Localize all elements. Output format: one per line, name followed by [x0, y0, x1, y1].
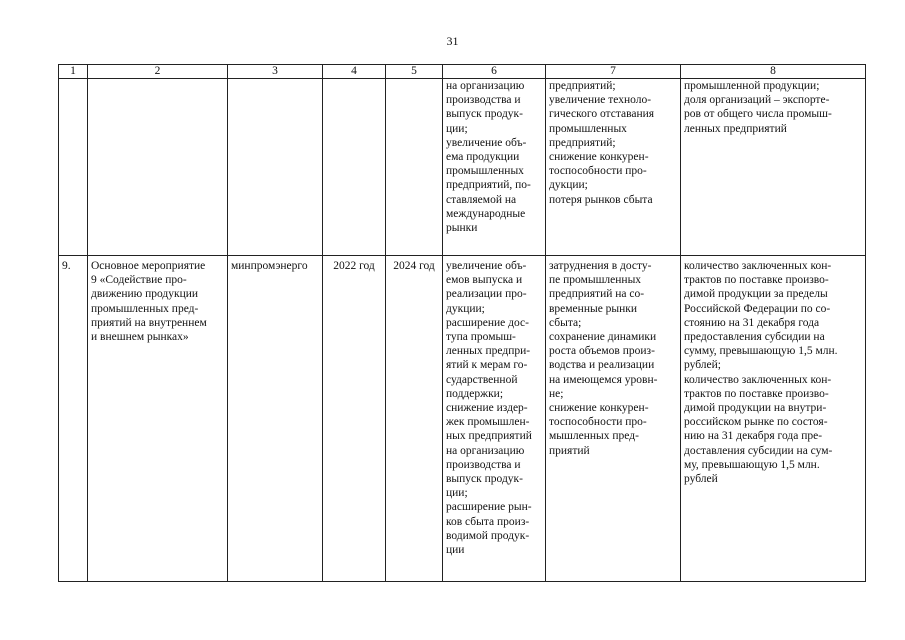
header-cell-7: 7: [546, 65, 681, 79]
text-line: водимой продук-: [446, 529, 530, 542]
text-line: снижение издер-: [446, 402, 528, 415]
text-line: количество заключенных кон-: [684, 373, 832, 386]
text-line: количество заключенных кон-: [684, 260, 832, 272]
end-year: 2024 год: [386, 256, 443, 582]
text-line: гического отставания: [549, 108, 655, 121]
text-line: международные: [446, 207, 526, 220]
text-line: ленных предприятий: [684, 122, 787, 135]
text-line: на имеющемся уровн-: [549, 373, 658, 386]
text-line: ятий к мерам го-: [446, 359, 528, 372]
text-line: тоспособности про-: [549, 165, 647, 178]
text-line: димой продукции за пределы: [684, 288, 828, 301]
text-line: предприятий на со-: [549, 288, 645, 301]
text-line: не;: [549, 387, 564, 400]
cell-risks: [546, 256, 681, 582]
cell-empty: [88, 79, 228, 256]
text-line: и внешнем рынках»: [91, 331, 189, 344]
text-line: предприятий;: [549, 136, 616, 149]
text-line: движению продукции: [91, 288, 199, 301]
text-line: пе промышленных: [549, 274, 642, 287]
text-line: Основное мероприятие: [91, 260, 206, 272]
header-cell-8: 8: [681, 65, 866, 79]
text-line: снижение конкурен-: [549, 151, 649, 164]
cell-empty: [228, 79, 323, 256]
text-line: ции;: [446, 487, 468, 500]
text-line: выпуск продук-: [446, 108, 523, 121]
text-line: нию на 31 декабря года пре-: [684, 430, 823, 443]
text-line: ставляемой на: [446, 193, 517, 206]
cell-risks: [546, 79, 681, 256]
text-line: тупа промыш-: [446, 331, 516, 344]
text-line: на организацию: [446, 444, 525, 457]
measures-table: [58, 64, 866, 582]
header-cell-6: 6: [443, 65, 546, 79]
text-line: расширение рын-: [446, 501, 532, 514]
text-line: доля организаций – экспортe-: [684, 94, 830, 107]
text-line: промышленных пред-: [91, 302, 199, 315]
text-line: доставления субсидии на сум-: [684, 444, 833, 457]
measure-title: [88, 256, 228, 582]
header-cell-3: 3: [228, 65, 323, 79]
text-line: емов выпуска и: [446, 274, 523, 287]
text-line: сумму, превышающую 1,5 млн.: [684, 345, 838, 358]
text-line: временные рынки: [549, 302, 638, 315]
text-line: промышленной продукции;: [684, 80, 820, 92]
cell-results: [443, 256, 546, 582]
text-line: выпуск продук-: [446, 473, 523, 486]
text-line: дукции;: [446, 302, 485, 315]
text-line: тоспособности про-: [549, 416, 647, 429]
text-line: на организацию: [446, 80, 525, 92]
text-line: дукции;: [549, 179, 588, 192]
text-line: димой продукции на внутри-: [684, 402, 827, 415]
text-line: ции: [446, 544, 465, 557]
text-line: ных предприятий: [446, 430, 532, 443]
cell-indicators: [681, 256, 866, 582]
header-cell-4: 4: [323, 65, 386, 79]
text-line: предоставления субсидии на: [684, 331, 825, 344]
page-number: 31: [446, 34, 459, 48]
text-line: производства и: [446, 94, 521, 107]
cell-results: [443, 79, 546, 256]
header-row: [59, 65, 866, 79]
table-row-9: [59, 256, 866, 582]
text-line: рублей: [684, 473, 718, 486]
text-line: приятий: [549, 444, 590, 457]
cell-empty: [323, 79, 386, 256]
text-line: му, превышающую 1,5 млн.: [684, 458, 820, 471]
text-line: российском рынке по состоя-: [684, 416, 828, 429]
cell-empty: [59, 79, 88, 256]
table-row-continued: [59, 79, 866, 256]
text-line: трактов по поставке произво-: [684, 387, 829, 400]
text-line: приятий на внутреннем: [91, 316, 207, 329]
text-line: сохранение динамики: [549, 331, 657, 344]
start-year: 2022 год: [323, 256, 386, 582]
text-line: ров от общего числа промыш-: [684, 108, 832, 121]
text-line: рынки: [446, 222, 478, 235]
row-number: 9.: [59, 256, 88, 582]
text-line: мышленных пред-: [549, 430, 639, 443]
text-line: производства и: [446, 458, 521, 471]
text-line: промышленных: [446, 165, 524, 178]
text-line: 9 «Содействие про-: [91, 274, 187, 287]
header-cell-2: 2: [88, 65, 228, 79]
text-line: роста объемов произ-: [549, 345, 655, 358]
text-line: предприятий, по-: [446, 179, 531, 192]
text-line: промышленных: [549, 122, 627, 135]
text-line: водства и реализации: [549, 359, 655, 372]
text-line: увеличение объ-: [446, 136, 527, 149]
text-line: затруднения в досту-: [549, 260, 652, 272]
text-line: сбыта;: [549, 316, 582, 329]
text-line: увеличение объ-: [446, 260, 527, 272]
text-line: жек промышлен-: [446, 416, 530, 429]
executor: минпромэнерго: [228, 256, 323, 582]
text-line: ленных предпри-: [446, 345, 531, 358]
text-line: ции;: [446, 122, 468, 135]
text-line: трактов по поставке произво-: [684, 274, 829, 287]
text-line: рублей;: [684, 359, 721, 372]
text-line: расширение дос-: [446, 316, 529, 329]
text-line: снижение конкурен-: [549, 402, 649, 415]
cell-empty: [386, 79, 443, 256]
text-line: увеличение техноло-: [549, 94, 652, 107]
text-line: предприятий;: [549, 80, 616, 92]
text-line: ков сбыта произ-: [446, 515, 530, 528]
text-line: стоянию на 31 декабря года: [684, 316, 820, 329]
text-line: Российской Федерации по со-: [684, 302, 831, 315]
header-cell-1: 1: [59, 65, 88, 79]
cell-indicators: [681, 79, 866, 256]
text-line: сударственной: [446, 373, 518, 386]
text-line: потеря рынков сбыта: [549, 193, 653, 206]
text-line: реализации про-: [446, 288, 527, 301]
text-line: поддержки;: [446, 387, 504, 400]
header-cell-5: 5: [386, 65, 443, 79]
text-line: ема продукции: [446, 151, 520, 164]
